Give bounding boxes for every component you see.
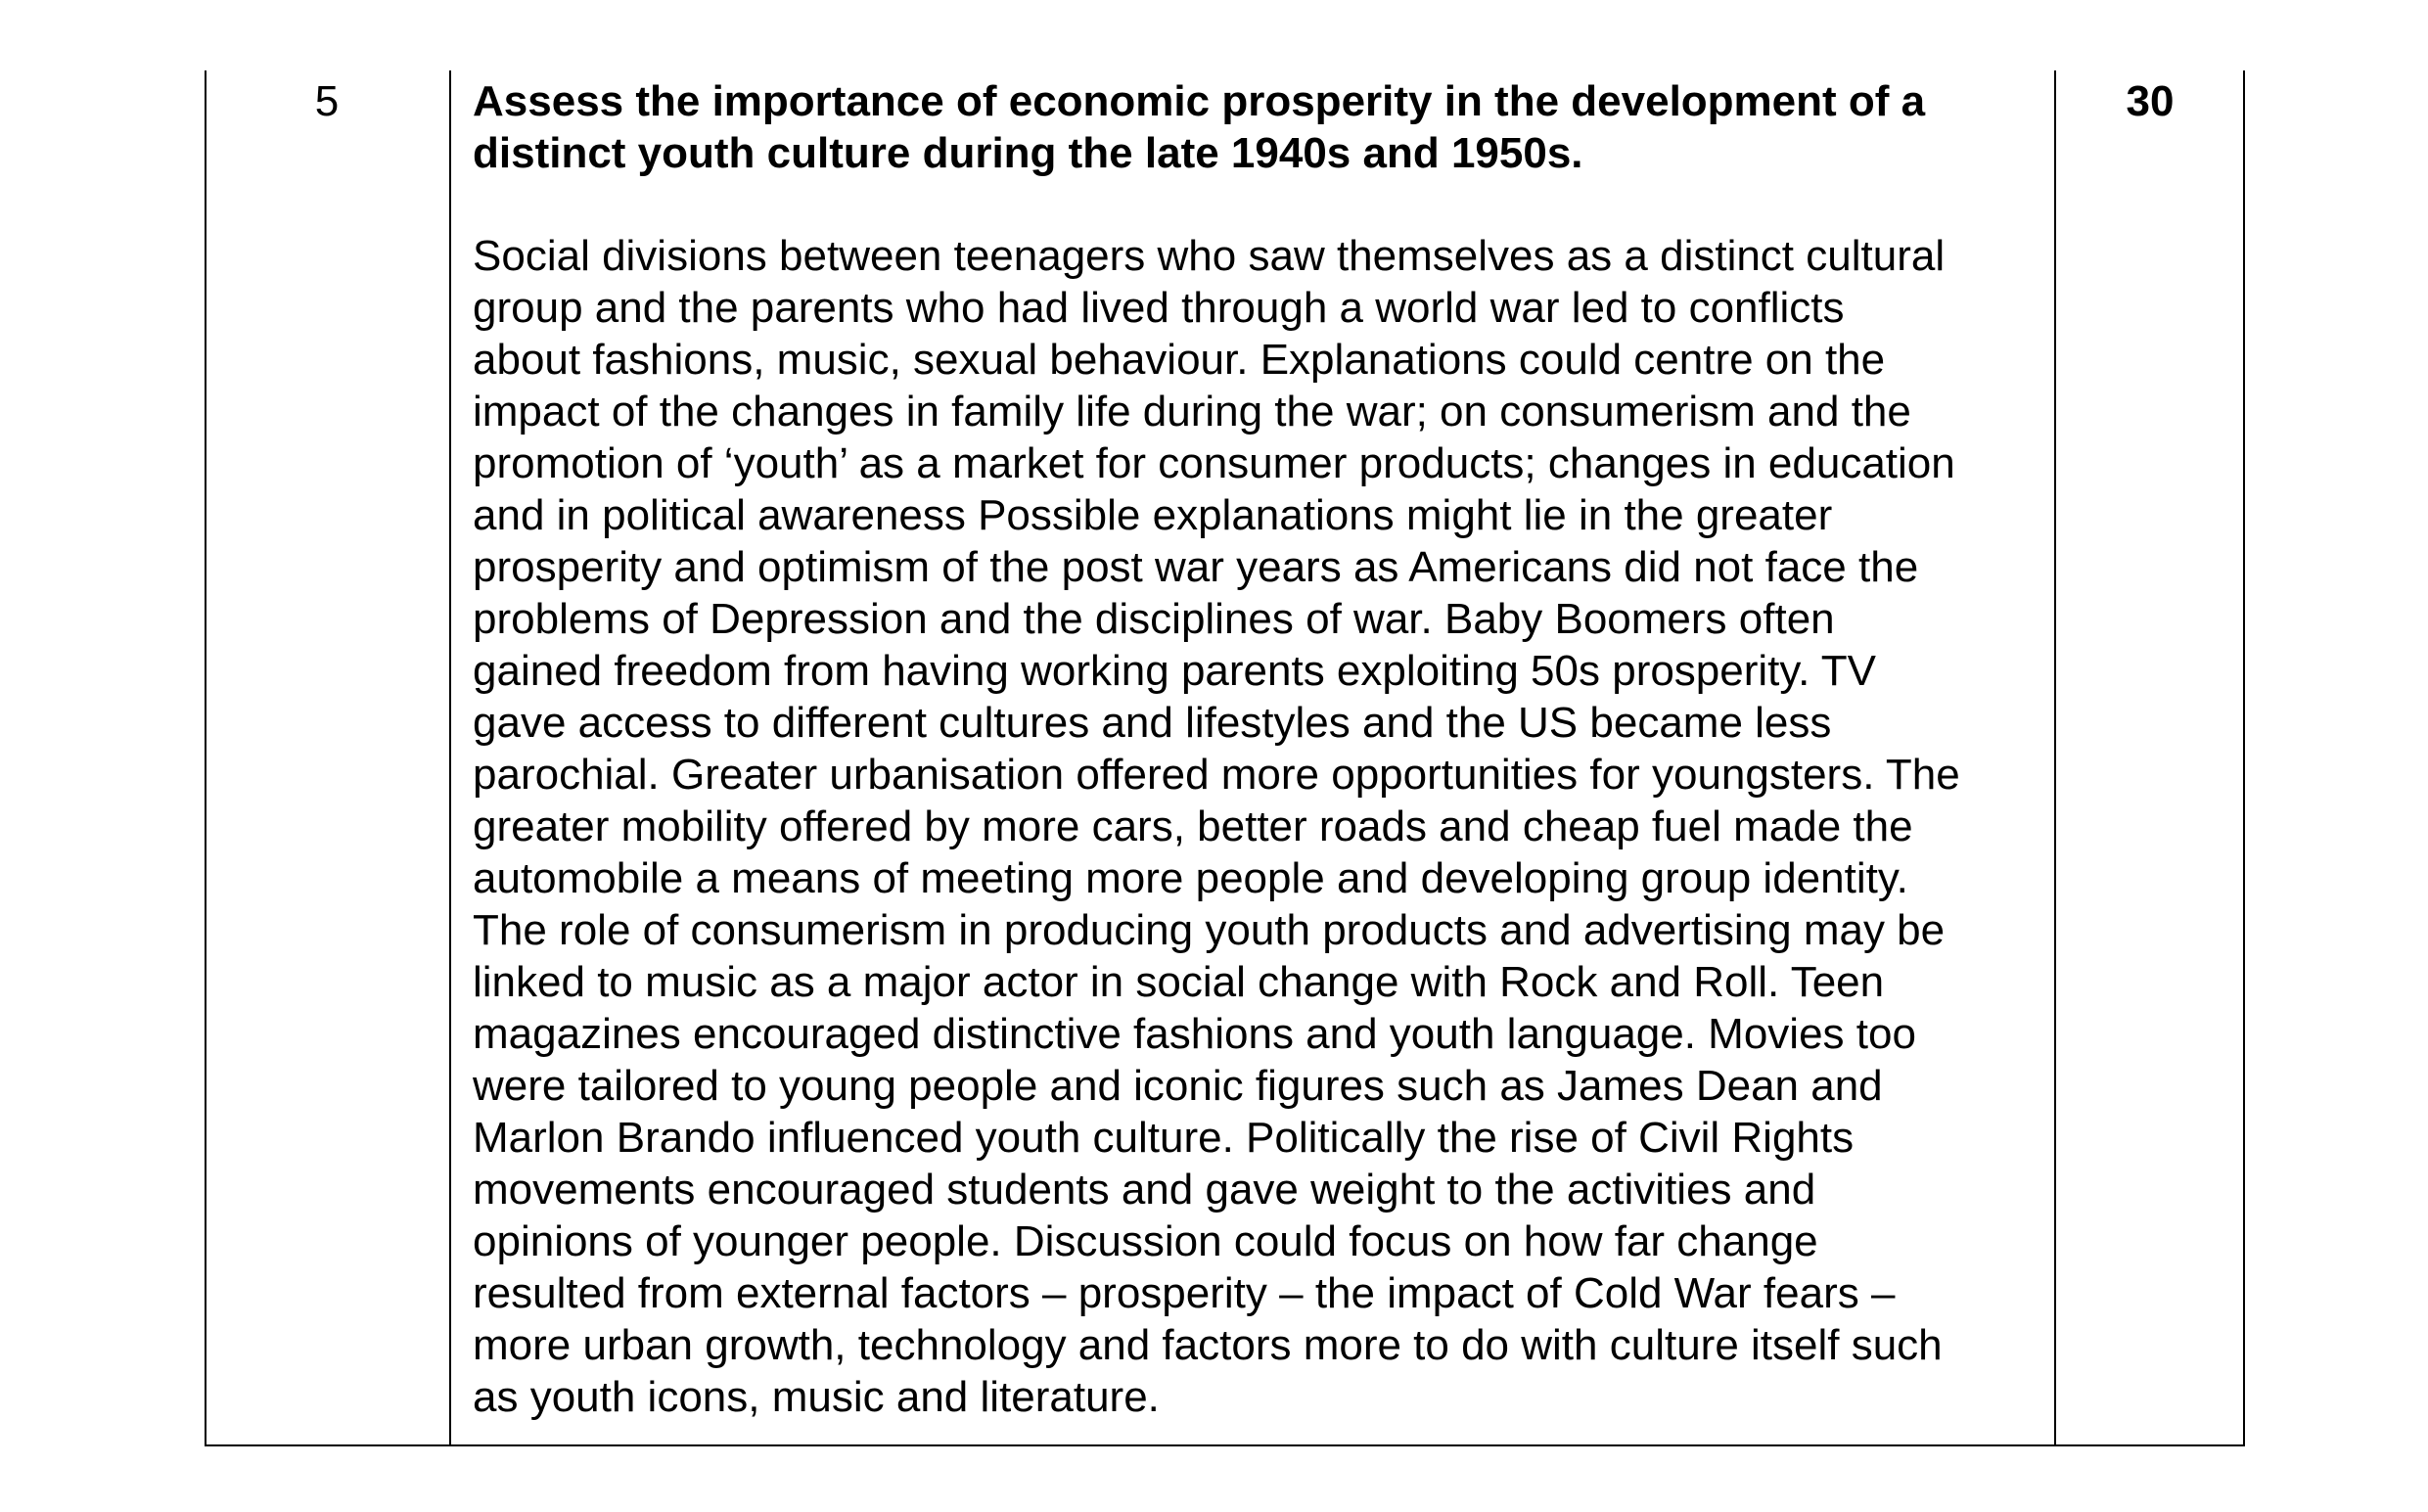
- question-text: Assess the importance of economic prosperity in the development of a distinct youth culture during the late 1940s and 1950s.: [473, 77, 1926, 177]
- answer-guidance-text: Social divisions between teenagers who saw themselves as a distinct cultural group and the parents who had lived through a world war led to conflicts about fashions, music, sexual behaviour. Explanations could centre on the impact of the changes in family life during the war; on consumerism and the promotion of ‘youth’ as a market for consumer products; changes in education and in political awareness Possible explanations might lie in the greater prosperity and optimism of the post war years as Americans did not face the problems of Depression and the disciplines of war. Baby Boomers often gained freedom from having working parents exploiting 50s prosperity. TV gave access to different cultures and lifestyles and the US became less parochial. Greater urbanisation offered more opportunities for youngsters. The greater mobility offered by more cars, better roads and cheap fuel made the automobile a means of meeting more people and developing group identity. The role of consumerism in producing youth products and advertising may be linked to music as a major actor in social change with Rock and Roll. Teen magazines encouraged distinctive fashions and youth language. Movies too were tailored to young people and iconic figures such as James Dean and Marlon Brando influenced youth culture. Politically the rise of Civil Rights movements encouraged students and gave weight to the activities and opinions of younger people. Discussion could focus on how far change resulted from external factors – prosperity – the impact of Cold War fears – more urban growth, technology and factors more to do with culture itself such as youth icons, music and literature.: [473, 232, 1960, 1421]
- question-cell: [473, 75, 2273, 1423]
- question-number: 5: [314, 77, 340, 125]
- marks-value: 30: [2126, 77, 2175, 125]
- column-divider-number: [449, 70, 451, 1446]
- table-border-bottom: [205, 1444, 2245, 1446]
- mark-scheme-table: [205, 70, 2245, 1446]
- table-border-left: [205, 70, 206, 1446]
